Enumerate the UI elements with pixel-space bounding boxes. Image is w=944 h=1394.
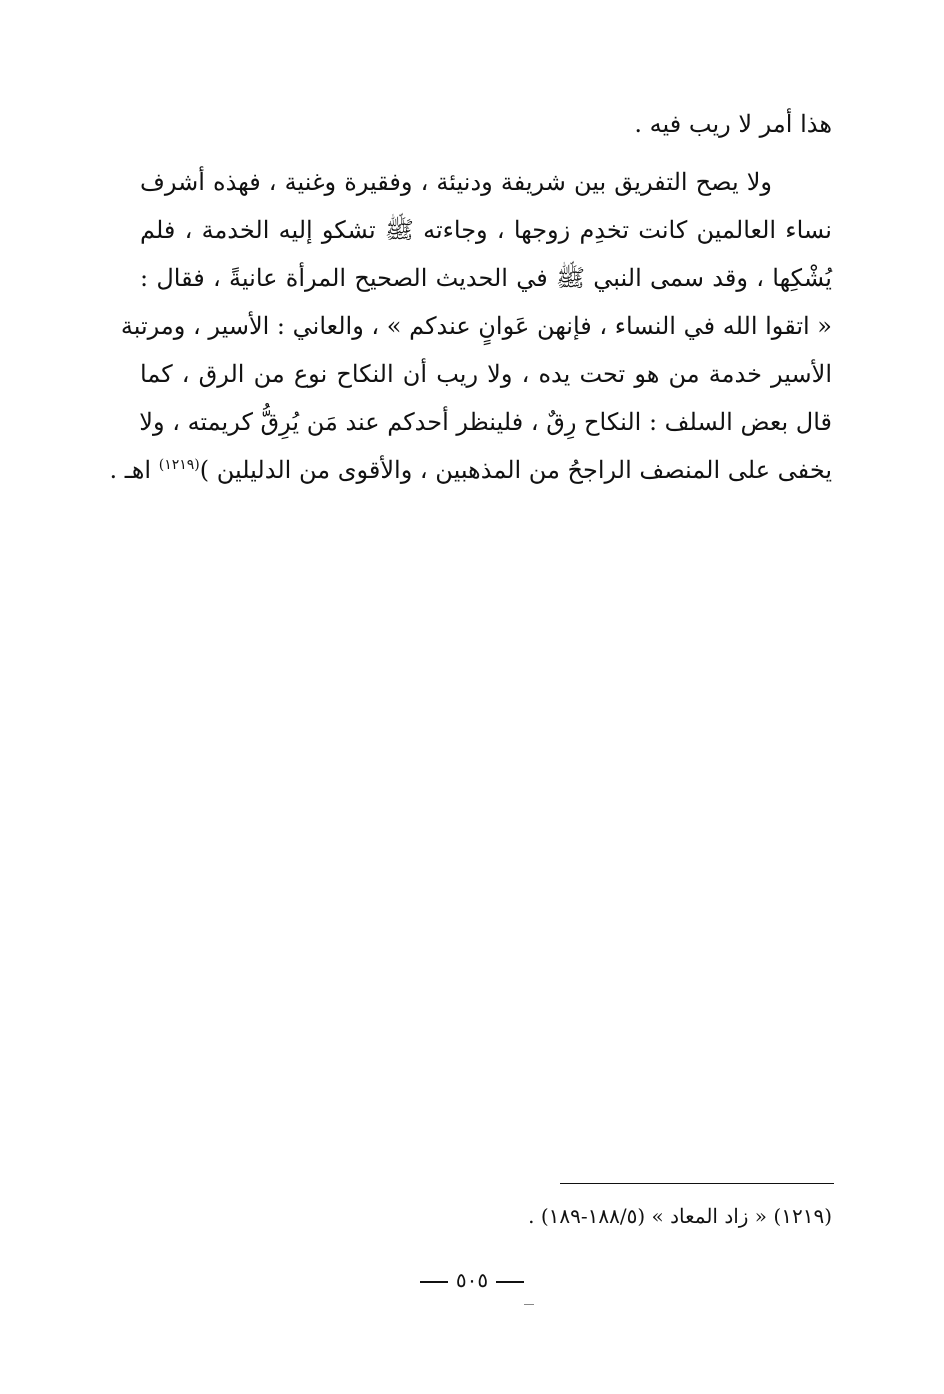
page-number-dash-right — [420, 1281, 448, 1283]
footnote: (١٢١٩) « زاد المعاد » (١٨٨/٥-١٨٩) . — [528, 1204, 832, 1228]
last-line-end: اهـ . — [109, 456, 159, 484]
footnote-reference[interactable]: (١٢١٩) — [158, 457, 200, 473]
paragraph-line: قال بعض السلف : النكاح رِقٌ ، فلينظر أحدكم عند مَن يُرِقُّ كريمته ، ولا — [139, 408, 832, 436]
opening-line: هذا أمر لا ريب فيه . — [634, 110, 832, 138]
paragraph-line: « اتقوا الله في النساء ، فإنهن عَوانٍ عندكم » ، والعاني : الأسير ، ومرتبة — [120, 312, 832, 340]
paragraph-line: الأسير خدمة من هو تحت يده ، ولا ريب أن النكاح نوع من الرق ، كما — [140, 360, 832, 388]
page-number-dash-left — [496, 1281, 524, 1283]
main-paragraph — [109, 158, 832, 494]
footnote-divider — [560, 1183, 834, 1184]
paragraph-line: يُشْكِها ، وقد سمى النبي ﷺ في الحديث الصحيح المرأة عانيةً ، فقال : — [140, 264, 832, 292]
paragraph-last-line — [109, 446, 832, 494]
page-number-block — [372, 1260, 572, 1300]
paragraph-line: ولا يصح التفريق بين شريفة ودنيئة ، وفقيرة وغنية ، فهذه أشرف — [140, 168, 772, 196]
scan-mark — [524, 1304, 534, 1305]
last-line-text: يخفى على المنصف الراجحُ من المذهبين ، والأقوى من الدليلين ) — [199, 456, 832, 484]
page-number: ٥٠٥ — [455, 1268, 489, 1292]
paragraph-line: نساء العالمين كانت تخدِم زوجها ، وجاءته ﷺ تشكو إليه الخدمة ، فلم — [140, 216, 832, 244]
